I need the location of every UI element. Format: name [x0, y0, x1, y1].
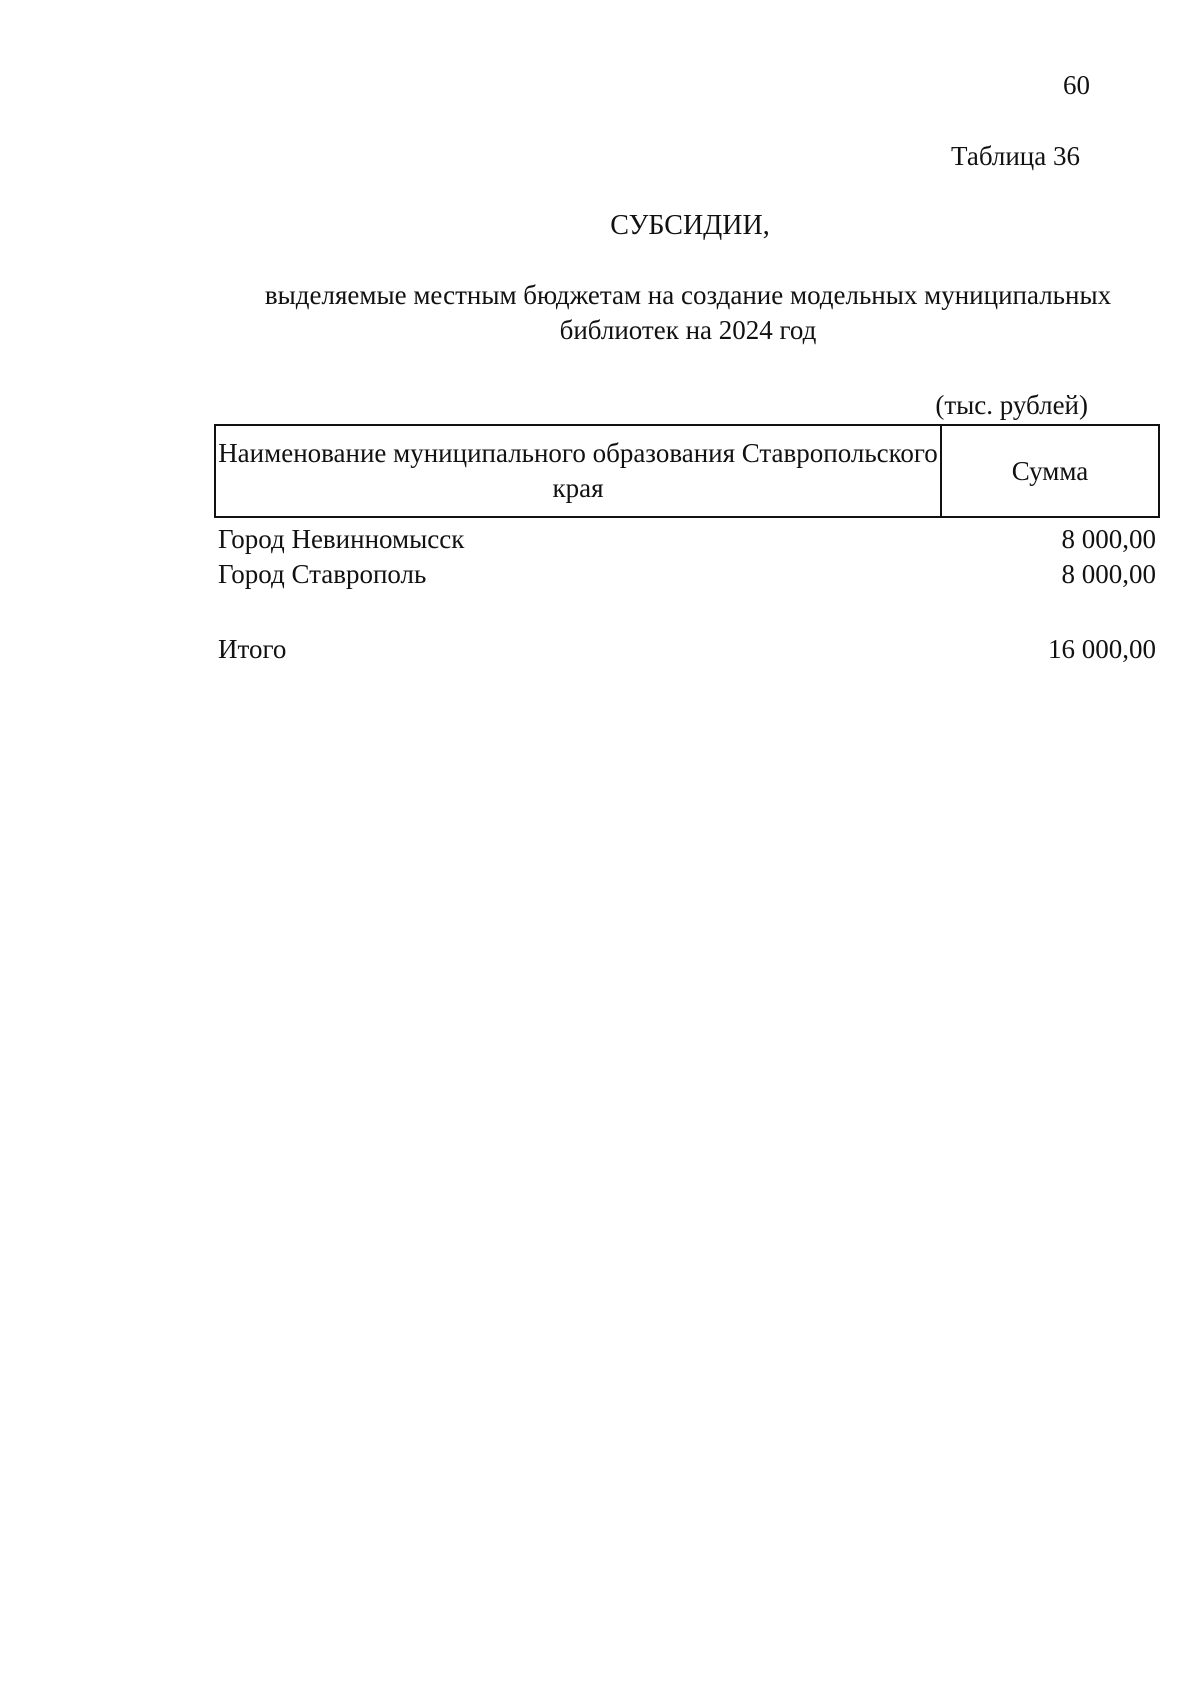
units-label: (тыс. рублей) — [935, 390, 1088, 420]
total-label: Итого — [218, 634, 287, 664]
row-municipality-name: Город Ставрополь — [218, 559, 427, 589]
row-sum: 8 000,00 — [1061, 524, 1156, 554]
document-subtitle: выделяемые местным бюджетам на создание модельных муниципальных библиотек на 2024 год — [264, 280, 1112, 345]
document-title: СУБСИДИИ, — [610, 210, 770, 241]
total-sum: 16 000,00 — [1048, 634, 1156, 664]
table-row — [218, 559, 1156, 590]
row-municipality-name: Город Невинномысск — [218, 524, 465, 554]
table-row — [218, 524, 1156, 555]
total-row — [218, 634, 1156, 665]
page-number: 60 — [1063, 70, 1090, 100]
table-label: Таблица 36 — [951, 141, 1080, 171]
row-sum: 8 000,00 — [1061, 559, 1156, 589]
header-sum: Сумма — [1011, 455, 1089, 486]
table-header — [214, 424, 1160, 518]
header-municipality-name: Наименование муниципального образования Ставропольского края — [216, 426, 942, 516]
